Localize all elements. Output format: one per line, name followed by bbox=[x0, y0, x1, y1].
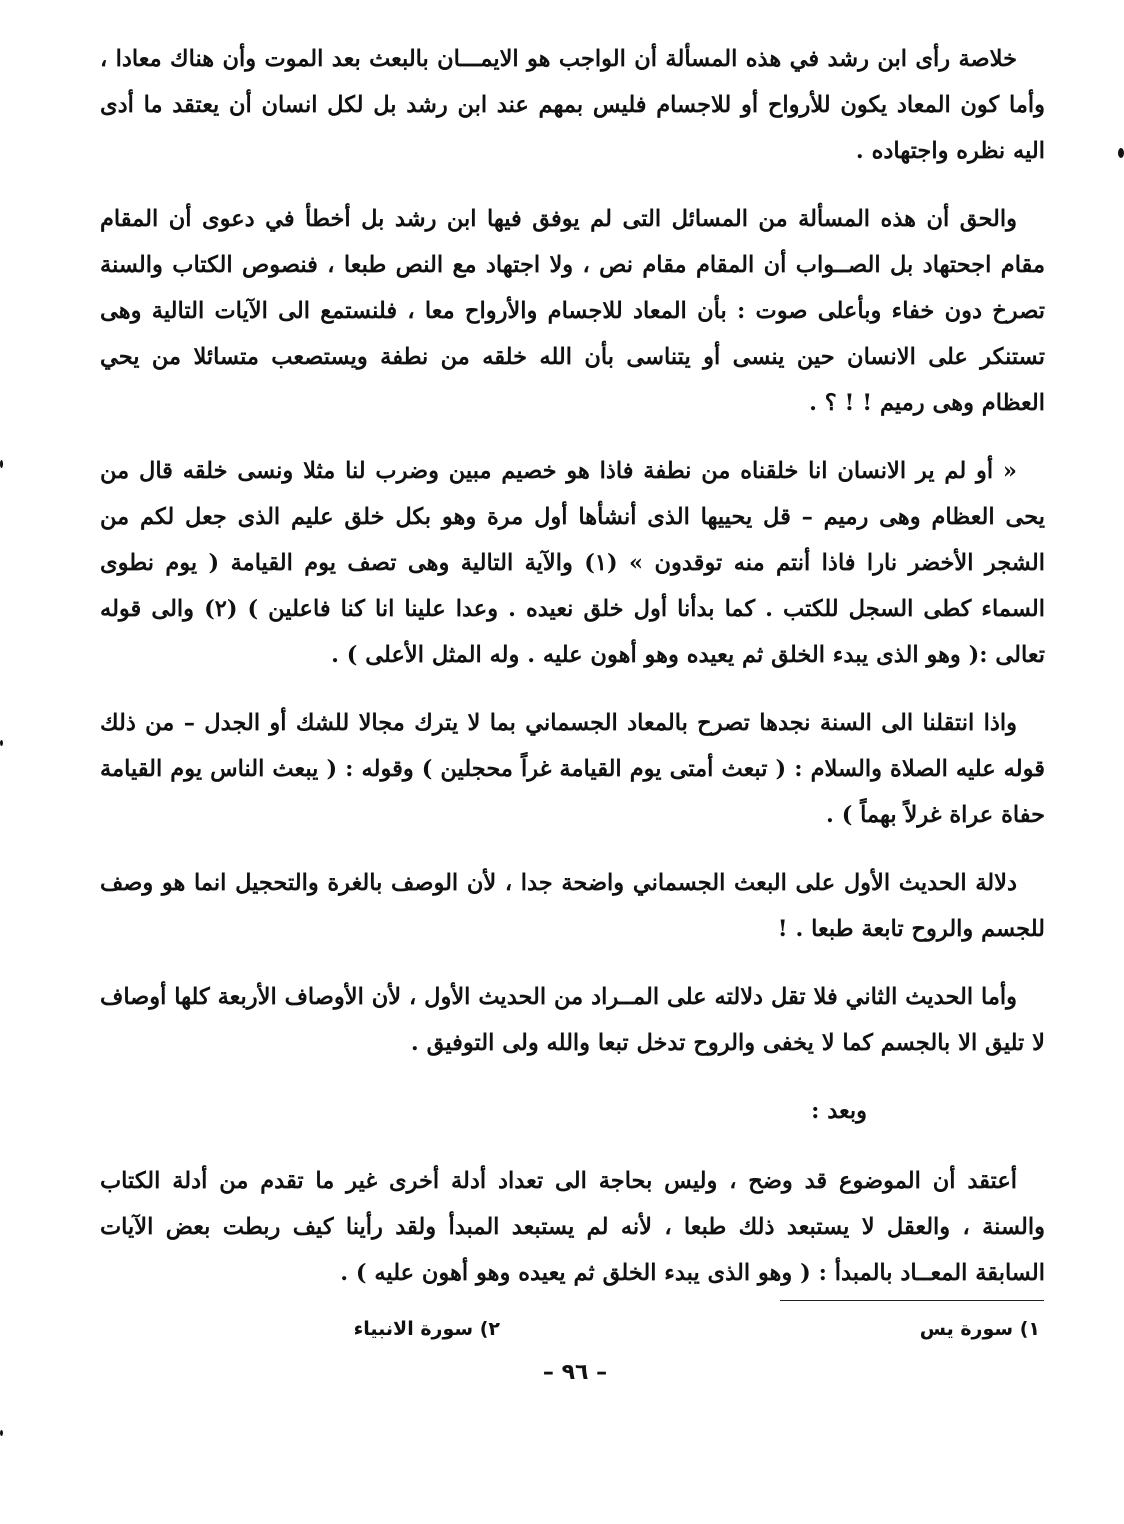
scan-speck bbox=[0, 740, 3, 746]
paragraph-5: دلالة الحديث الأول على البعث الجسماني واضحة جدا ، لأن الوصف بالغرة والتحجيل انما هو وصف للجسم والروح تابعة طبعا . ! bbox=[100, 870, 1045, 942]
footnote-1: ١) سورة يس bbox=[919, 1318, 1040, 1340]
page-number: – ٩٦ – bbox=[542, 1360, 608, 1385]
paragraph-3-quran-quote: « أو لم ير الانسان انا خلقناه من نطفة فاذا هو خصيم مبين وضرب لنا مثلا ونسى خلقه قال من يحى العظام وهى رميم – قل يحييها الذى أنشأها أول مرة وهو بكل خلق عليم الذى جعل لكم من الشجر الأخضر نارا فاذا أنتم منه توقدون » (١) والآية التالية وهى تصف يوم القيامة ( يوم نطوى السماء كطى السجل للكتب . كما بدأنا أول خلق نعيده . وعدا علينا انا كنا فاعلين ) (٢) والى قوله تعالى :( وهو الذى يبدء الخلق ثم يعيده وهو أهون عليه . وله المثل الأعلى ) . bbox=[100, 458, 1046, 668]
scan-speck bbox=[1118, 148, 1124, 158]
scan-speck bbox=[0, 460, 3, 468]
paragraph-6: وأما الحديث الثاني فلا تقل دلالته على المــراد من الحديث الأول ، لأن الأوصاف الأربعة كلها أوصاف لا تليق الا بالجسم كما لا يخفى والروح تدخل تبعا والله ولى التوفيق . bbox=[100, 984, 1045, 1056]
paragraph-final: أعتقد أن الموضوع قد وضح ، وليس بحاجة الى تعداد أدلة أخرى غير ما تقدم من أدلة الكتاب والسنة ، والعقل لا يستبعد ذلك طبعا ، لأنه لم يستبعد المبدأ ولقد رأينا كيف ربطت بعض الآيات السابقة المعــاد بالمبدأ : ( وهو الذى يبدء الخلق ثم يعيده وهو أهون عليه ) . bbox=[100, 1168, 1045, 1286]
paragraph-4: واذا انتقلنا الى السنة نجدها تصرح بالمعاد الجسماني بما لا يترك مجالا للشك أو الجدل – من ذلك قوله عليه الصلاة والسلام : ( تبعث أمتى يوم القيامة غراً محجلين ) وقوله : ( يبعث الناس يوم القيامة حفاة عراة غرلاً بهماً ) . bbox=[100, 710, 1045, 828]
section-heading: وبعد : bbox=[811, 1098, 867, 1124]
paragraph-1: خلاصة رأى ابن رشد في هذه المسألة أن الواجب هو الايمـــان بالبعث بعد الموت وأن هناك معادا ، وأما كون المعاد يكون للأرواح أو للاجسام فليس بمهم عند ابن رشد بل لكل انسان أن يعتقد ما أدى اليه نظره واجتهاده . bbox=[100, 46, 1045, 164]
footnote-divider bbox=[780, 1300, 1044, 1301]
paragraph-2: والحق أن هذه المسألة من المسائل التى لم يوفق فيها ابن رشد بل أخطأ في دعوى أن المقام مقام اجحتهاد بل الصــواب أن المقام مقام نص ، ولا اجتهاد مع النص طبعا ، فنصوص الكتاب والسنة تصرخ دون خفاء وبأعلى صوت : بأن المعاد للاجسام والأرواح معا ، فلنستمع الى الآيات التالية وهى تستنكر على الانسان حين ينسى أو يتناسى بأن الله خلقه من نطفة ويستصعب متسائلا من يحي العظام وهى رميم ! ! ؟ . bbox=[100, 206, 1045, 416]
page-body bbox=[100, 36, 1045, 1318]
footnote-2: ٢) سورة الانبياء bbox=[353, 1318, 500, 1340]
scan-speck bbox=[0, 1430, 3, 1436]
